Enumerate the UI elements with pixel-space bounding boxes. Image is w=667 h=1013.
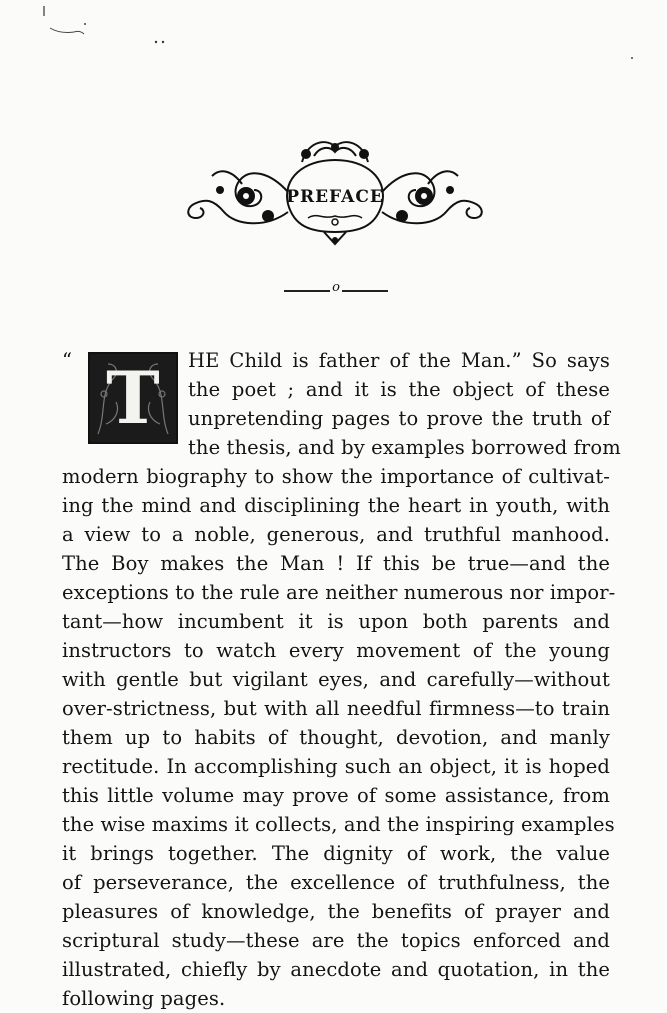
preface-title: PREFACE: [286, 187, 384, 207]
text-line: pleasures of knowledge, the benefits of prayer and: [62, 900, 610, 923]
rule-line-left: [284, 290, 330, 292]
rule-line-right: [342, 290, 388, 292]
text-line: with gentle but vigilant eyes, and carefully—without: [62, 668, 610, 691]
text-line: following pages.: [62, 987, 226, 1010]
text-line: HE Child is father of the Man.” So says: [188, 349, 610, 372]
text-line: instructors to watch every movement of the young: [62, 639, 610, 662]
text-line: them up to habits of thought, devotion, and manly: [62, 726, 610, 749]
opening-quote-mark: “: [62, 349, 73, 372]
text-line: of perseverance, the excellence of truthfulness, the: [62, 871, 610, 894]
text-line: the thesis, and by examples borrowed from: [188, 436, 621, 459]
page-specks: [0, 0, 667, 60]
preface-ornament: [184, 132, 486, 250]
text-line: tant—how incumbent it is upon both parents and: [62, 610, 610, 633]
text-line: modern biography to show the importance of cultivat-: [62, 465, 610, 488]
dropcap: [88, 352, 178, 444]
text-line: scriptural study—these are the topics enforced and: [62, 929, 610, 952]
text-line: rectitude. In accomplishing such an object, it is hoped: [62, 755, 610, 778]
text-line: the wise maxims it collects, and the inspiring examples: [62, 813, 615, 836]
text-line: it brings together. The dignity of work, the value: [62, 842, 610, 865]
text-line: illustrated, chiefly by anecdote and quotation, in the: [62, 958, 610, 981]
rule-mark: o: [332, 280, 340, 295]
text-line: ing the mind and disciplining the heart in youth, with: [62, 494, 610, 517]
section-rule: [284, 280, 388, 297]
text-line: over-strictness, but with all needful firmness—to train: [62, 697, 610, 720]
text-line: The Boy makes the Man ! If this be true—and the: [62, 552, 610, 575]
text-line: unpretending pages to prove the truth of: [188, 407, 610, 430]
dropcap-letter: T: [106, 355, 160, 440]
text-line: the poet ; and it is the object of these: [188, 378, 610, 401]
preface-paragraph: [62, 346, 621, 1013]
text-line: exceptions to the rule are neither numerous nor impor-: [62, 581, 616, 604]
text-line: this little volume may prove of some assistance, from: [62, 784, 610, 807]
text-line: a view to a noble, generous, and truthful manhood.: [62, 523, 610, 546]
